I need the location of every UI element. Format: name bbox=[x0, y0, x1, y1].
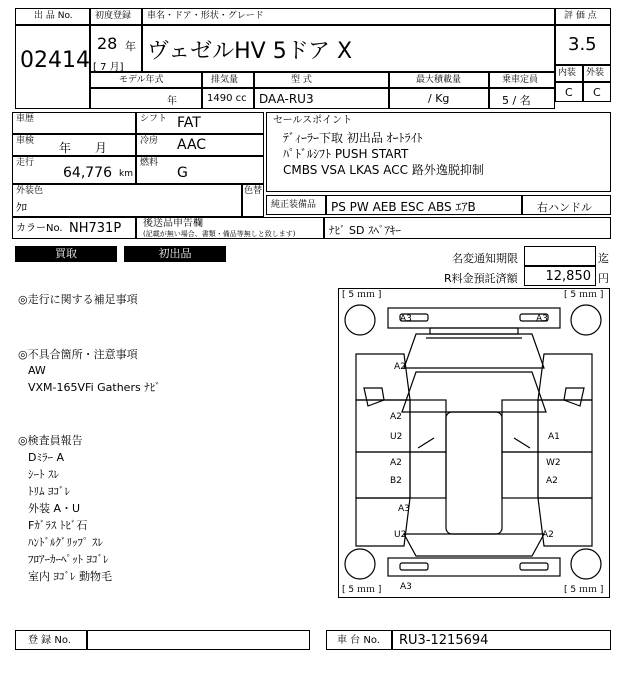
damage-rear-door-right-2: A2 bbox=[546, 476, 558, 486]
inspector-note-4: 外装 A・U bbox=[28, 502, 81, 515]
defect-note-2: VXM-165VFi Gathers ﾅﾋﾞ bbox=[28, 381, 161, 394]
tire-depth-rr: [ 5 ｍｍ ] bbox=[564, 585, 604, 595]
mileage-cell bbox=[12, 156, 136, 184]
reg-no-value-cell bbox=[87, 630, 310, 650]
damage-front-door-right: A1 bbox=[548, 432, 560, 442]
lot-number: 02414 bbox=[20, 48, 90, 73]
interior-label: 内装 bbox=[558, 68, 577, 78]
model-year-unit: 年 bbox=[167, 96, 177, 107]
capacity-label-cell bbox=[489, 72, 555, 88]
mileage-value: 64,776 bbox=[63, 165, 112, 181]
first-reg-label: 初度登録 bbox=[95, 11, 132, 21]
tire-depth-fl: [ 5 ｍｍ ] bbox=[342, 290, 382, 300]
post-note-sub: (記載が無い場合、書類・備品等無しと致します) bbox=[143, 230, 296, 238]
score-value: 3.5 bbox=[568, 34, 597, 55]
max-load-value: / Kg bbox=[428, 92, 450, 105]
inspector-note-3: ﾄﾘﾑ ﾖｺﾞﾚ bbox=[28, 485, 70, 498]
model-year-label: モデル年式 bbox=[119, 75, 164, 85]
recycle-label: R料金預託済額 bbox=[444, 272, 518, 285]
max-load-label-cell bbox=[389, 72, 489, 88]
damage-fender-left: A2 bbox=[394, 362, 406, 372]
defect-note-1: AW bbox=[28, 364, 46, 377]
exterior-label-cell bbox=[583, 65, 611, 82]
car-outline-svg bbox=[338, 288, 610, 598]
mileage-label: 走行 bbox=[16, 158, 35, 168]
driving-notes-title: ◎走行に関する補足事項 bbox=[18, 293, 138, 306]
fuel-label: 燃料 bbox=[140, 158, 159, 168]
name-change-label: 名変通知期限 bbox=[452, 252, 518, 265]
damage-rear-door-left-2: B2 bbox=[390, 476, 402, 486]
score-cell bbox=[555, 25, 611, 65]
model-year-label-cell bbox=[90, 72, 202, 88]
first-reg-label-cell bbox=[90, 8, 142, 25]
inspection-value: 年 月 bbox=[59, 141, 107, 155]
damage-front-bumper-left: A3 bbox=[400, 314, 412, 324]
damage-rear-door-right-1: W2 bbox=[546, 458, 561, 468]
equipment-value-cell bbox=[326, 195, 522, 215]
shift-label: シフト bbox=[140, 114, 168, 124]
equipment-extra: ﾅﾋﾞ SD ｽﾍﾟｱｷｰ bbox=[329, 224, 401, 237]
damage-quarter-right: A2 bbox=[542, 530, 554, 540]
first-listing-badge: 初出品 bbox=[124, 246, 226, 262]
max-load-label: 最大積載量 bbox=[416, 75, 462, 85]
inspector-note-5: Fｶﾞﾗｽ ﾄﾋﾞ石 bbox=[28, 519, 88, 532]
car-name: ヴェゼルHV 5ドア X bbox=[147, 39, 353, 64]
interior-score-cell bbox=[555, 82, 583, 102]
ac-cell bbox=[136, 134, 264, 156]
inspector-note-6: ﾊﾝﾄﾞﾙｸﾞﾘｯﾌﾟ ｽﾚ bbox=[28, 536, 103, 549]
post-note-label: 後送品申告欄 bbox=[143, 218, 203, 229]
car-damage-diagram bbox=[338, 288, 610, 598]
lot-label: 出 品 No. bbox=[34, 11, 73, 21]
fuel-cell bbox=[136, 156, 264, 184]
exterior-label: 外装 bbox=[586, 68, 605, 78]
ext-color-cell bbox=[12, 184, 242, 217]
sales-point-label: セールスポイント bbox=[273, 115, 353, 126]
type-cell bbox=[254, 88, 389, 109]
displacement-label: 排気量 bbox=[211, 75, 239, 85]
sales-point-box bbox=[266, 112, 611, 192]
inspection-label: 車検 bbox=[16, 136, 35, 146]
inspector-note-7: ﾌﾛｱｰｶｰﾍﾟｯﾄ ﾖｺﾞﾚ bbox=[28, 553, 109, 566]
buy-badge: 買取 bbox=[15, 246, 117, 262]
color-no-cell bbox=[12, 217, 136, 239]
color-no-value: NH731P bbox=[69, 221, 122, 236]
score-label-cell bbox=[555, 8, 611, 25]
capacity-cell bbox=[489, 88, 555, 109]
recycle-unit: 円 bbox=[598, 272, 609, 285]
max-load-cell bbox=[389, 88, 489, 109]
year-unit: 年 bbox=[125, 40, 136, 53]
interior-score: C bbox=[565, 86, 573, 99]
name-change-unit: 迄 bbox=[598, 252, 609, 265]
lot-number-cell bbox=[15, 25, 90, 109]
defect-notes-title: ◎不具合箇所・注意事項 bbox=[18, 348, 138, 361]
tire-depth-rl: [ 5 ｍｍ ] bbox=[342, 585, 382, 595]
type-value: DAA-RU3 bbox=[259, 92, 314, 106]
equipment-value: PS PW AEB ESC ABS ｴｱB bbox=[331, 200, 476, 214]
recycle-value: 12,850 bbox=[545, 269, 591, 284]
damage-rear-bumper-left: A3 bbox=[400, 582, 412, 592]
steering-value: 右ハンドル bbox=[537, 201, 592, 214]
interior-label-cell bbox=[555, 65, 583, 82]
exterior-score: C bbox=[593, 86, 601, 99]
type-label: 型 式 bbox=[291, 75, 312, 85]
inspector-title: ◎検査員報告 bbox=[18, 434, 83, 447]
displacement-label-cell bbox=[202, 72, 254, 88]
inspector-note-8: 室内 ﾖｺﾞﾚ 動物毛 bbox=[28, 570, 112, 583]
car-name-label-cell bbox=[142, 8, 555, 25]
ac-value: AAC bbox=[177, 137, 207, 153]
first-reg-value-cell bbox=[90, 25, 142, 72]
history-label: 車歴 bbox=[16, 114, 35, 124]
ext-color-value: ｸﾛ bbox=[16, 201, 27, 214]
damage-front-door-left-1: A2 bbox=[390, 412, 402, 422]
capacity-value: 5 / 名 bbox=[502, 94, 531, 107]
chassis-value-cell bbox=[392, 630, 611, 650]
damage-front-door-left-2: U2 bbox=[390, 432, 403, 442]
sales-point-line-1: ﾃﾞｨｰﾗｰ下取 初出品 ｵｰﾄﾗｲﾄ bbox=[283, 131, 423, 145]
history-cell bbox=[12, 112, 136, 134]
recycle-box bbox=[524, 266, 596, 286]
steering-cell bbox=[522, 195, 611, 215]
fuel-value: G bbox=[177, 165, 188, 181]
color-no-label: カラーNo. bbox=[16, 223, 63, 234]
reg-no-label-cell bbox=[15, 630, 87, 650]
shift-cell bbox=[136, 112, 264, 134]
damage-rear-door-left-1: A2 bbox=[390, 458, 402, 468]
car-name-label: 車名・ドア・形状・グレード bbox=[147, 11, 264, 21]
ac-label: 冷房 bbox=[140, 136, 159, 146]
car-name-cell bbox=[142, 25, 555, 72]
sales-point-line-2: ﾊﾟﾄﾞﾙｼﾌﾄ PUSH START bbox=[283, 147, 409, 161]
inspector-note-1: Dﾐﾗｰ A bbox=[28, 451, 64, 464]
color-change-cell bbox=[242, 184, 264, 217]
first-reg-year: 28 bbox=[97, 34, 118, 53]
chassis-label-cell bbox=[326, 630, 392, 650]
equipment-label-cell bbox=[266, 195, 326, 215]
capacity-label: 乗車定員 bbox=[502, 75, 539, 85]
displacement-value: 1490 cc bbox=[207, 93, 247, 104]
mileage-unit: km bbox=[119, 169, 133, 179]
chassis-label: 車 台 No. bbox=[337, 635, 380, 646]
displacement-cell bbox=[202, 88, 254, 109]
color-change-label: 色替 bbox=[244, 186, 263, 196]
lot-label-cell bbox=[15, 8, 90, 25]
post-note-cell bbox=[136, 217, 324, 239]
tire-depth-fr: [ 5 ｍｍ ] bbox=[564, 290, 604, 300]
chassis-value: RU3-1215694 bbox=[399, 633, 489, 648]
name-change-box bbox=[524, 246, 596, 266]
ext-color-label: 外装色 bbox=[16, 186, 44, 196]
inspection-cell bbox=[12, 134, 136, 156]
score-label: 評 価 点 bbox=[564, 11, 597, 21]
model-year-cell bbox=[90, 88, 202, 109]
sales-point-line-3: CMBS VSA LKAS ACC 路外逸脱抑制 bbox=[283, 163, 484, 177]
equipment-label: 純正装備品 bbox=[271, 200, 317, 210]
shift-value: FAT bbox=[177, 115, 201, 131]
inspector-note-2: ｼｰﾄ ｽﾚ bbox=[28, 468, 59, 481]
exterior-score-cell bbox=[583, 82, 611, 102]
damage-quarter-left-2: U2 bbox=[394, 530, 407, 540]
first-reg-month: [ 7 月] bbox=[93, 62, 124, 73]
reg-no-label: 登 録 No. bbox=[28, 635, 71, 646]
damage-quarter-left-1: A3 bbox=[398, 504, 410, 514]
equipment-extra-cell bbox=[324, 217, 611, 239]
type-label-cell bbox=[254, 72, 389, 88]
damage-front-bumper-right: A3 bbox=[536, 314, 548, 324]
